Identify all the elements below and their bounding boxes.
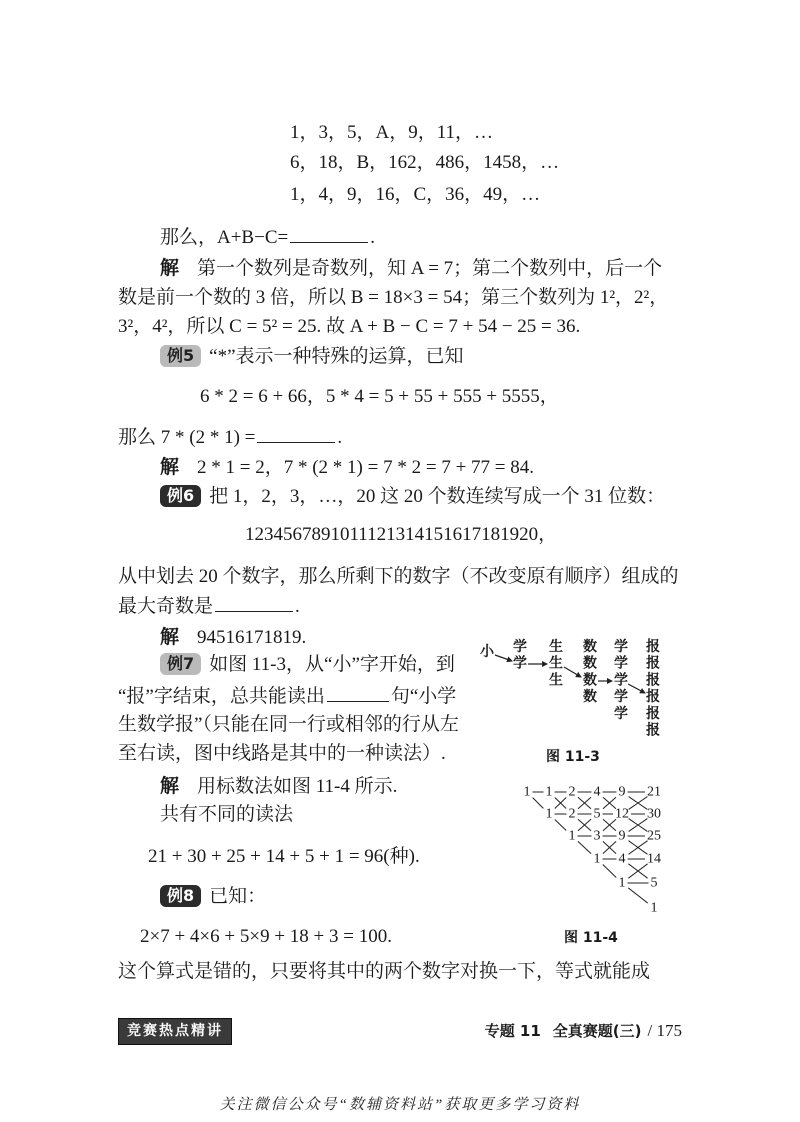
example-5-intro xyxy=(160,345,464,369)
answer-blank xyxy=(290,225,368,243)
body-line: 这个算式是错的，只要将其中的两个数字对换一下，等式就能成 xyxy=(118,961,651,982)
formula-line: 21 + 30 + 25 + 14 + 5 + 1 = 96(种). xyxy=(148,846,420,867)
figure-11-4-number: 1 xyxy=(593,851,601,867)
figure-11-4-number: 21 xyxy=(647,784,661,800)
example-badge: 例5 xyxy=(160,345,201,367)
solution-line: 共有不同的读法 xyxy=(160,804,294,825)
figure-11-3-character: 学 xyxy=(513,639,527,655)
solution-line: 3²，4²，所以 C = 5² = 25. 故 A + B − C = 7 + 54 − 25 = 36. xyxy=(118,316,581,337)
question-line: 至右读，图中线路是其中的一种读法）. xyxy=(118,743,446,764)
figure-11-4-number: 1 xyxy=(568,828,576,844)
character-grid xyxy=(480,638,660,739)
figure-11-3-character: 报 xyxy=(646,689,660,706)
figure-11-4-number: 2 xyxy=(568,806,576,822)
figure-11-4-line xyxy=(578,841,591,853)
question-line xyxy=(118,425,342,449)
chapter-title: 全真赛题(三) xyxy=(552,1022,642,1040)
solution-text: 用标数法如图 11-4 所示. xyxy=(197,776,398,797)
solution-label: 解 xyxy=(160,456,180,478)
figure-11-4-number: 1 xyxy=(523,784,531,800)
example-8-intro xyxy=(160,885,266,909)
figure-11-3-character: 报 xyxy=(646,705,660,722)
answer-blank xyxy=(215,594,293,612)
example-badge: 例7 xyxy=(160,653,201,675)
question-text: 那么，A+B−C= xyxy=(160,227,289,248)
figure-11-3-character: 数 xyxy=(583,689,597,706)
figure-11-4-number: 3 xyxy=(593,828,601,844)
figure-11-4-number: 9 xyxy=(618,828,626,844)
question-text: “报”字结束，总共能读出 xyxy=(118,686,325,707)
question-line xyxy=(118,684,456,708)
figure-11-3-character: 生 xyxy=(549,672,563,689)
formula-line: 6 * 2 = 6 + 66，5 * 4 = 5 + 55 + 555 + 5555， xyxy=(200,386,559,407)
figure-11-4-number: 1 xyxy=(618,875,626,891)
question-text: 那么 7 * (2 * 1) = xyxy=(118,427,256,448)
example-text: 已知： xyxy=(209,886,267,907)
formula-line: 2×7 + 4×6 + 5×9 + 18 + 3 = 100. xyxy=(140,926,392,947)
figure-11-3-character: 生 xyxy=(549,655,563,672)
question-line xyxy=(160,225,375,249)
figure-11-3-character: 报 xyxy=(646,672,660,689)
figure-11-4-number: 4 xyxy=(593,784,601,800)
figure-11-4-number: 4 xyxy=(618,851,626,867)
solution-label: 解 xyxy=(160,775,180,797)
figure-11-4-number: 1 xyxy=(650,900,658,916)
figure-11-3-character: 学 xyxy=(513,655,527,672)
figure-11-4-caption: 图 11-4 xyxy=(564,930,618,946)
figure-11-4-number: 1 xyxy=(545,784,553,800)
figure-11-3 xyxy=(470,630,670,742)
watermark-text: 关注微信公众号“数辅资料站”获取更多学习资料 xyxy=(219,1097,581,1113)
solution-text: 2 * 1 = 2，7 * (2 * 1) = 7 * 2 = 7 + 77 = 84. xyxy=(197,457,534,478)
figure-11-3-character: 学 xyxy=(614,705,628,722)
question-text: 最大奇数是 xyxy=(118,596,214,617)
answer-blank xyxy=(327,684,389,702)
solution-label: 解 xyxy=(160,626,180,648)
solution-line xyxy=(160,625,306,649)
figure-11-3-character: 生 xyxy=(549,639,563,655)
solution-line xyxy=(160,774,397,798)
figure-11-4-number: 2 xyxy=(568,784,576,800)
figure-11-4-number: 9 xyxy=(618,784,626,800)
figure-11-4-number: 30 xyxy=(647,806,661,822)
figure-11-3-character: 报 xyxy=(646,722,660,739)
sequence-line: 1，3，5，A，9，11，… xyxy=(290,122,494,143)
solution-text: 94516171819. xyxy=(197,627,307,648)
solution-line xyxy=(160,256,662,280)
figure-11-3-character: 报 xyxy=(646,655,660,672)
solution-text: 第一个数列是奇数列，知 A = 7；第二个数列中，后一个 xyxy=(197,258,663,279)
figure-11-4-number: 5 xyxy=(593,806,601,822)
question-suffix: . xyxy=(337,427,343,448)
figure-11-4-number: 12 xyxy=(615,806,629,822)
figure-11-4-number: 5 xyxy=(650,875,658,891)
question-line: 生数学报”（只能在同一行或相邻的行从左 xyxy=(118,714,459,735)
figure-11-3-caption: 图 11-3 xyxy=(546,749,600,765)
example-text: 把 1，2，3，…，20 这 20 个数连续写成一个 31 位数： xyxy=(209,486,666,507)
section-tag: 竞赛热点精讲 xyxy=(118,1018,232,1045)
figure-11-3-character: 报 xyxy=(646,639,660,655)
sequence-line: 6，18，B，162，486，1458，… xyxy=(290,152,560,173)
question-suffix: . xyxy=(370,227,375,248)
figure-11-3-character: 小 xyxy=(480,644,494,660)
solution-line xyxy=(160,455,534,479)
page-number: / 175 xyxy=(647,1021,682,1040)
question-suffix: . xyxy=(295,596,300,617)
figure-11-3-character: 学 xyxy=(614,639,628,655)
figure-11-4-number: 1 xyxy=(545,806,553,822)
running-footer xyxy=(485,1019,682,1043)
figure-11-4-line xyxy=(555,820,566,831)
sequence-line: 1，4，9，16，C，36，49，… xyxy=(290,184,541,205)
example-6-intro xyxy=(160,485,665,509)
path-arrow xyxy=(495,655,512,661)
example-badge: 例8 xyxy=(160,885,201,907)
chapter-number: 专题 11 xyxy=(484,1022,541,1040)
figure-11-3-character: 数 xyxy=(583,639,597,655)
solution-line: 数是前一个数的 3 倍，所以 B = 18×3 = 54；第三个数列为 1²，2²， xyxy=(118,287,669,308)
figure-11-3-character: 数 xyxy=(583,672,597,689)
path-arrow xyxy=(564,667,581,677)
path-arrow xyxy=(628,684,645,693)
solution-label: 解 xyxy=(160,257,180,279)
figure-11-3-character: 学 xyxy=(614,655,628,672)
question-line: 从中划去 20 个数字，那么所剩下的数字（不改变原有顺序）组成的 xyxy=(118,566,679,587)
number-line: 1234567891011121314151617181920， xyxy=(245,524,558,545)
figure-11-4-line xyxy=(533,798,544,809)
figure-11-4-line xyxy=(628,888,647,903)
example-badge: 例6 xyxy=(160,485,201,507)
figure-11-3-character: 学 xyxy=(614,689,628,706)
example-text: 如图 11-3，从“小”字开始，到 xyxy=(209,654,455,675)
figure-11-4-number: 14 xyxy=(647,851,661,867)
question-line xyxy=(118,594,300,618)
example-text: “*”表示一种特殊的运算，已知 xyxy=(209,346,464,367)
figure-11-4 xyxy=(508,780,673,920)
figure-11-4-line xyxy=(603,865,616,878)
figure-11-4-number: 25 xyxy=(647,828,661,844)
example-7-intro xyxy=(160,653,455,677)
answer-blank xyxy=(257,425,335,443)
figure-11-3-character: 学 xyxy=(614,672,628,689)
question-text: 句“小学 xyxy=(390,686,457,707)
figure-11-3-character: 数 xyxy=(583,655,597,672)
